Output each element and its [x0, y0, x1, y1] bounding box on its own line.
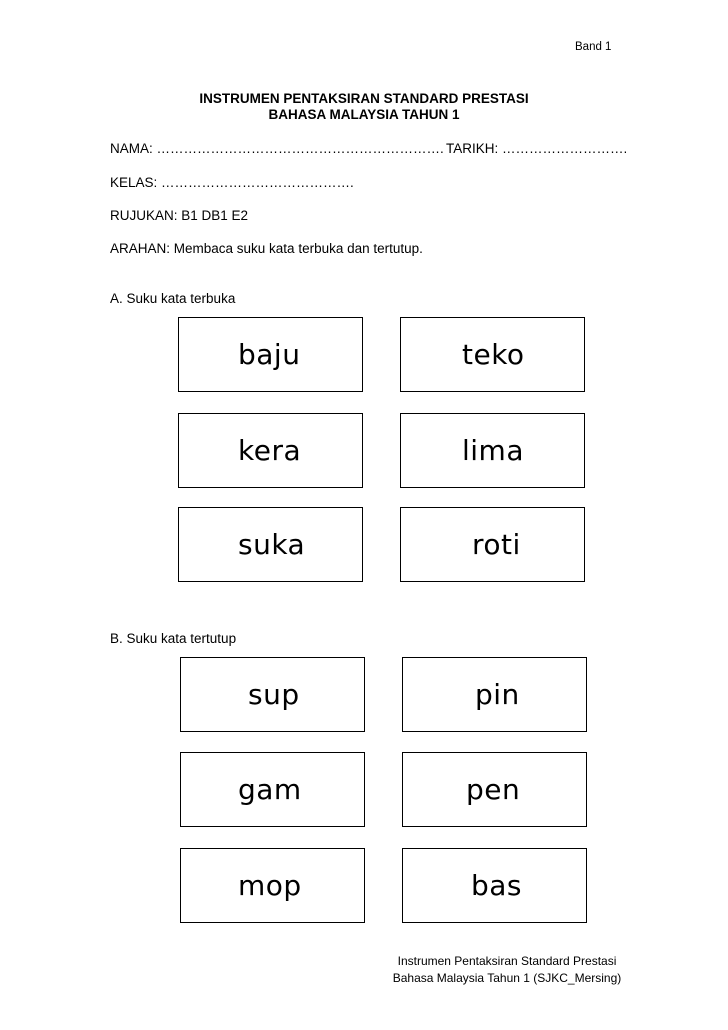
word-card-a6 [400, 507, 585, 582]
word-card-a1 [178, 317, 363, 392]
word-card-text: baju [238, 338, 301, 371]
page-footer [382, 953, 632, 987]
section-a-heading: A. Suku kata terbuka [110, 291, 236, 306]
word-card-b1 [180, 657, 365, 732]
word-card-text: sup [248, 678, 300, 711]
tarikh-field: TARIKH: ………………………. [446, 141, 628, 156]
word-card-text: suka [238, 528, 306, 561]
section-b-heading: B. Suku kata tertutup [110, 631, 237, 646]
word-card-b5 [180, 848, 365, 923]
kelas-field: KELAS: ……………………………………. [110, 175, 354, 190]
word-card-text: lima [462, 434, 524, 467]
word-card-text: mop [238, 869, 302, 902]
word-card-text: bas [471, 869, 523, 902]
word-card-b2 [402, 657, 587, 732]
page-subtitle: BAHASA MALAYSIA TAHUN 1 [268, 107, 460, 122]
word-card-text: kera [238, 434, 302, 467]
word-card-a5 [178, 507, 363, 582]
word-card-b3 [180, 752, 365, 827]
word-card-a2 [400, 317, 585, 392]
word-card-text: pen [466, 773, 521, 806]
footer-line-1: Instrumen Pentaksiran Standard Prestasi [397, 954, 617, 968]
nama-field: NAMA: ………………………………………………………. [110, 141, 444, 156]
rujukan-field: RUJUKAN: B1 DB1 E2 [110, 208, 249, 223]
word-card-a4 [400, 413, 585, 488]
word-card-text: roti [472, 528, 521, 561]
word-card-a3 [178, 413, 363, 488]
footer-line-2: Bahasa Malaysia Tahun 1 (SJKC_Mersing) [392, 971, 622, 985]
word-card-text: teko [462, 338, 525, 371]
word-card-b4 [402, 752, 587, 827]
word-card-text: gam [238, 773, 302, 806]
word-card-b6 [402, 848, 587, 923]
arahan-instruction: ARAHAN: Membaca suku kata terbuka dan tertutup. [110, 241, 423, 256]
band-label: Band 1 [575, 41, 612, 53]
page-title: INSTRUMEN PENTAKSIRAN STANDARD PRESTASI [199, 91, 529, 106]
word-card-text: pin [475, 678, 520, 711]
